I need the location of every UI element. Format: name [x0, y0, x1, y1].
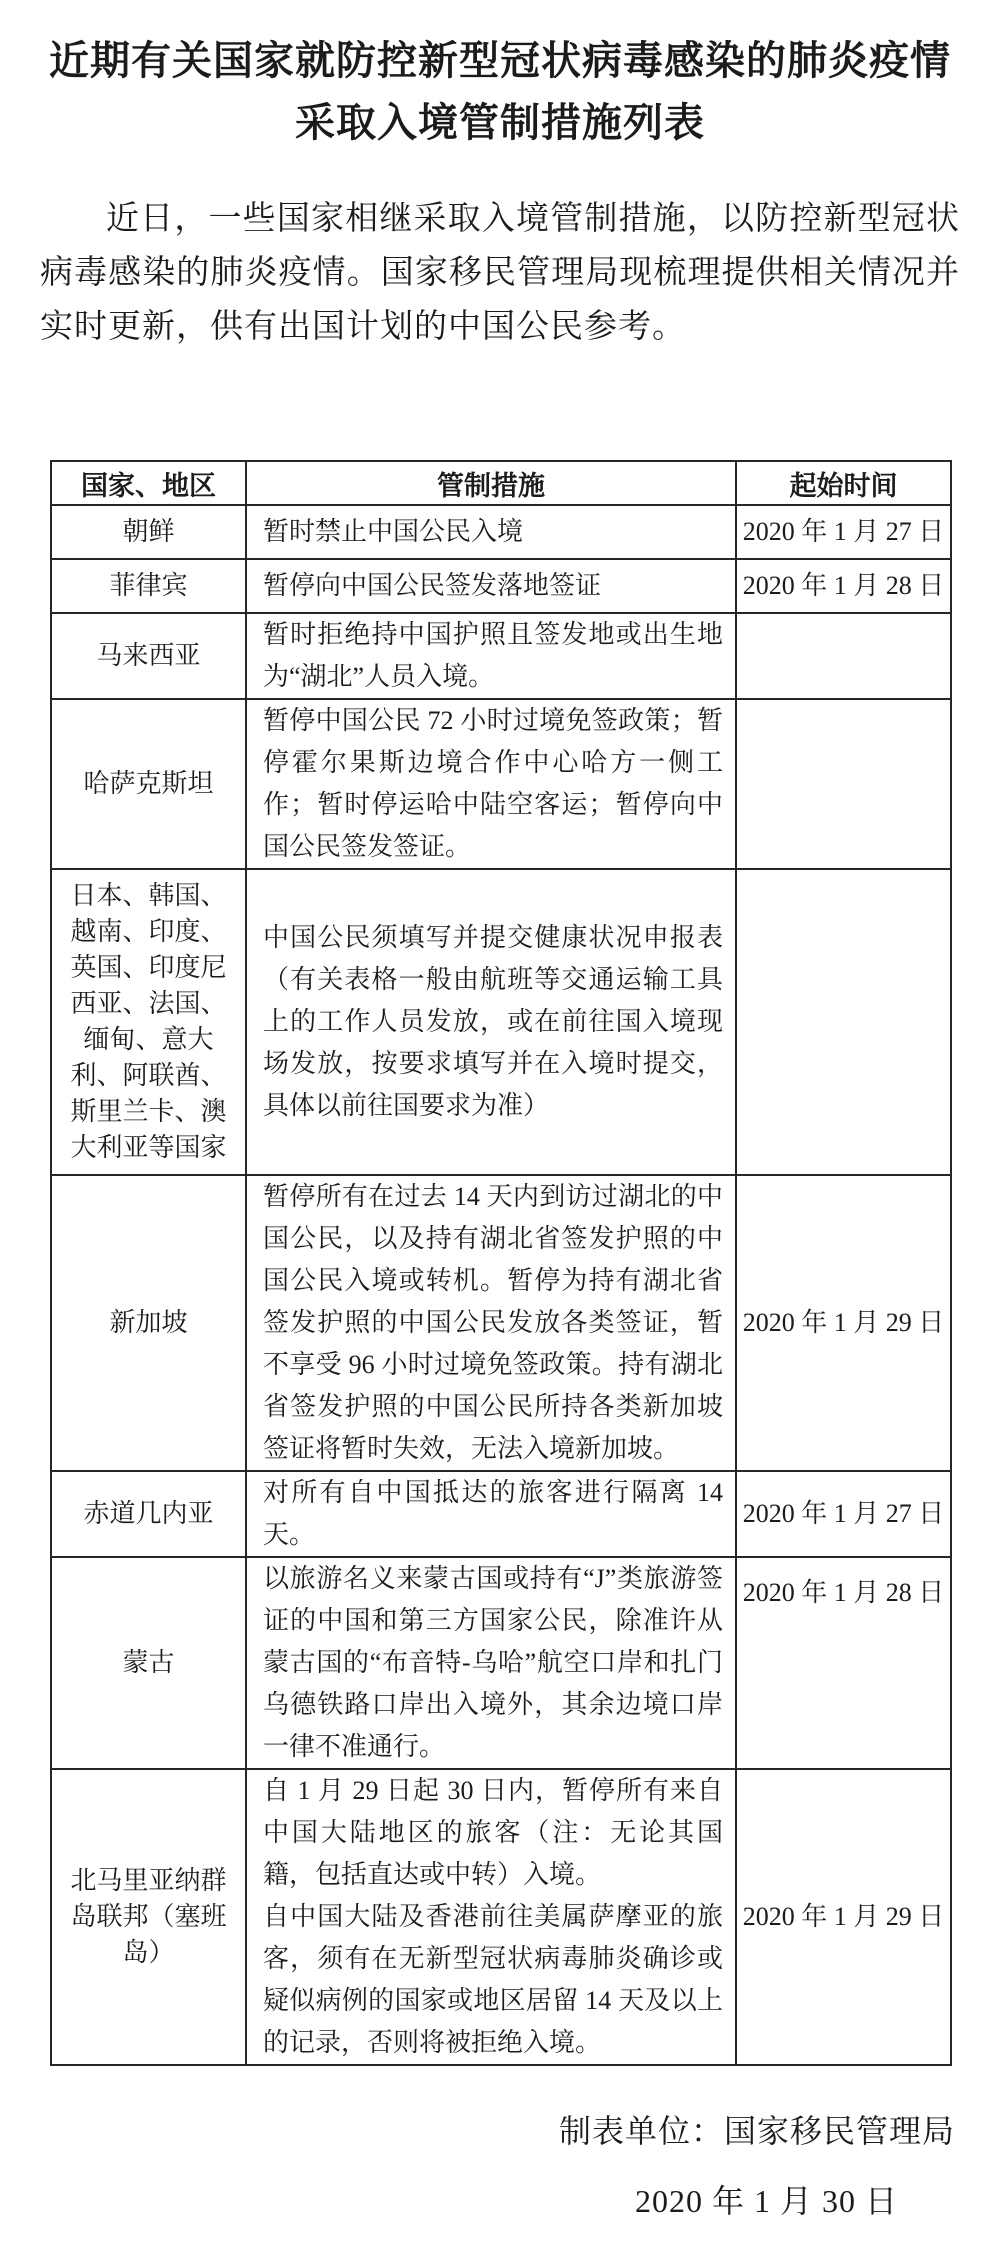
table-row [51, 1471, 951, 1557]
issuer-line: 制表单位：国家移民管理局 [558, 2113, 955, 2149]
measures-cell [246, 1769, 736, 2065]
measures-cell [246, 869, 736, 1175]
start-date-cell: 2020 年 1 月 28 日 [736, 1557, 951, 1769]
table-row [51, 869, 951, 1175]
title-line-1: 近期有关国家就防控新型冠状病毒感染的肺炎疫情 [49, 38, 951, 83]
country-cell: 赤道几内亚 [51, 1471, 246, 1557]
measure-paragraph: 自 1 月 29 日起 30 日内，暂停所有来自中国大陆地区的旅客（注：无论其国籍，包括直达或中转）入境。 [263, 1776, 723, 1889]
country-cell: 哈萨克斯坦 [51, 699, 246, 869]
document-footer [0, 2108, 1000, 2224]
table-header-row [51, 461, 951, 505]
measure-paragraph: 暂停中国公民 72 小时过境免签政策；暂停霍尔果斯边境合作中心哈方一侧工作；暂时停运哈中陆空客运；暂停向中国公民签发签证。 [263, 706, 723, 861]
page-title [28, 30, 972, 154]
entry-control-measures-table [50, 460, 952, 2066]
measures-cell [246, 613, 736, 699]
country-cell: 蒙古 [51, 1557, 246, 1769]
start-date-cell [736, 613, 951, 699]
country-cell: 北马里亚纳群岛联邦（塞班岛） [51, 1769, 246, 2065]
measure-paragraph: 以旅游名义来蒙古国或持有“J”类旅游签证的中国和第三方国家公民，除准许从蒙古国的“布音特-乌哈”航空口岸和扎门乌德铁路口岸出入境外，其余边境口岸一律不准通行。 [263, 1564, 723, 1761]
start-date-cell: 2020 年 1 月 29 日 [736, 1175, 951, 1471]
measures-cell [246, 1471, 736, 1557]
start-date-cell [736, 699, 951, 869]
table-row [51, 505, 951, 559]
measure-paragraph: 暂停向中国公民签发落地签证 [263, 571, 602, 600]
column-header-country: 国家、地区 [51, 461, 246, 505]
table-row [51, 699, 951, 869]
issue-date-line: 2020 年 1 月 30 日 [634, 2183, 898, 2219]
country-cell: 朝鲜 [51, 505, 246, 559]
column-header-measures: 管制措施 [246, 461, 736, 505]
measures-cell [246, 699, 736, 869]
measures-cell [246, 559, 736, 613]
intro-paragraph: 近日，一些国家相继采取入境管制措施，以防控新型冠状病毒感染的肺炎疫情。国家移民管理局现梳理提供相关情况并实时更新，供有出国计划的中国公民参考。 [40, 201, 960, 345]
table-row [51, 613, 951, 699]
measure-paragraph: 对所有自中国抵达的旅客进行隔离 14 天。 [263, 1478, 723, 1549]
country-cell: 日本、韩国、越南、印度、英国、印度尼西亚、法国、缅甸、意大利、阿联酋、斯里兰卡、澳大利亚等国家 [51, 869, 246, 1175]
country-cell: 菲律宾 [51, 559, 246, 613]
measures-cell [246, 1175, 736, 1471]
start-date-cell: 2020 年 1 月 28 日 [736, 559, 951, 613]
title-line-2: 采取入境管制措施列表 [295, 100, 705, 145]
measure-paragraph: 暂时拒绝持中国护照且签发地或出生地为“湖北”人员入境。 [263, 620, 723, 691]
start-date-cell [736, 869, 951, 1175]
table-row [51, 1769, 951, 2065]
country-cell: 马来西亚 [51, 613, 246, 699]
measure-paragraph: 中国公民须填写并提交健康状况申报表（有关表格一般由航班等交通运输工具上的工作人员发放，或在前往国入境现场发放，按要求填写并在入境时提交，具体以前往国要求为准） [263, 923, 723, 1120]
start-date-cell: 2020 年 1 月 27 日 [736, 505, 951, 559]
measures-cell [246, 505, 736, 559]
start-date-cell: 2020 年 1 月 27 日 [736, 1471, 951, 1557]
table-row [51, 559, 951, 613]
country-cell: 新加坡 [51, 1175, 246, 1471]
table-row [51, 1175, 951, 1471]
measures-cell [246, 1557, 736, 1769]
measure-paragraph: 暂停所有在过去 14 天内到访过湖北的中国公民，以及持有湖北省签发护照的中国公民入境或转机。暂停为持有湖北省签发护照的中国公民发放各类签证，暂不享受 96 小时过境免签政策。持有湖北省签发护照的中国公民所持各类新加坡签证将暂时失效，无法入境新加坡。 [263, 1182, 723, 1463]
start-date-cell: 2020 年 1 月 29 日 [736, 1769, 951, 2065]
measure-paragraph: 暂时禁止中国公民入境 [263, 517, 524, 546]
column-header-start-date: 起始时间 [736, 461, 951, 505]
measure-paragraph: 自中国大陆及香港前往美属萨摩亚的旅客，须有在无新型冠状病毒肺炎确诊或疑似病例的国家或地区居留 14 天及以上的记录，否则将被拒绝入境。 [263, 1902, 723, 2057]
table-row [51, 1557, 951, 1769]
